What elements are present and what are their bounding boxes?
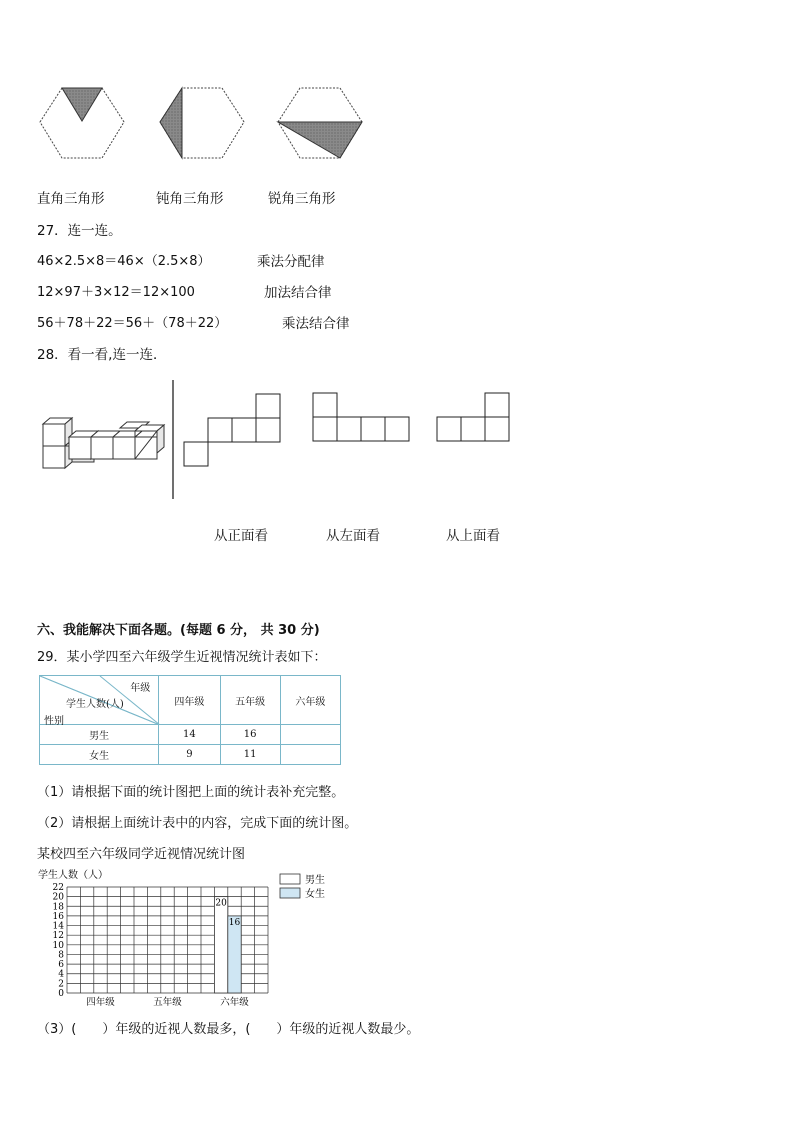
q29-sub2: （2）请根据上面统计表中的内容，完成下面的统计图。 xyxy=(37,816,358,831)
col-grade5: 五年级 xyxy=(220,676,280,725)
q27-law-3: 乘法结合律 xyxy=(282,316,350,332)
legend-swatch-girls xyxy=(280,888,300,898)
q27-expr-3: 56＋78＋22＝56＋（78＋22） xyxy=(37,316,228,331)
y-tick-label: 14 xyxy=(52,921,64,932)
q27-expr-1: 46×2.5×8＝46×（2.5×8） xyxy=(37,254,211,269)
view-label-front: 从正面看 xyxy=(214,528,268,544)
chart-yticks xyxy=(53,883,65,999)
cell-girls-4: 9 xyxy=(159,745,220,765)
y-tick-label: 10 xyxy=(52,940,64,951)
header-gender: 性别 xyxy=(44,716,64,727)
y-tick-label: 22 xyxy=(52,883,64,893)
view-figure-2 xyxy=(313,393,409,441)
chart-bars xyxy=(214,897,241,993)
legend-label-boys: 男生 xyxy=(305,875,325,886)
hexagon-shapes xyxy=(36,84,366,164)
hexagon-right-triangle xyxy=(40,88,124,158)
cube-stack-3d xyxy=(43,418,164,468)
header-grade: 年级 xyxy=(130,683,151,694)
shape-label-right: 直角三角形 xyxy=(37,191,105,207)
view-figure-3 xyxy=(437,393,509,441)
cell-girls-5: 11 xyxy=(220,745,280,765)
x-tick-label: 五年级 xyxy=(153,997,182,1008)
bar-data-label: 16 xyxy=(228,917,241,928)
x-tick-label: 四年级 xyxy=(86,997,115,1008)
q27-title: 27．连一连。 xyxy=(37,223,122,239)
q29-sub1: （1）请根据下面的统计图把上面的统计表补充完整。 xyxy=(37,785,345,800)
chart-ylabel: 学生人数（人） xyxy=(38,870,108,881)
bar-boys xyxy=(214,897,227,993)
y-tick-label: 0 xyxy=(58,989,64,999)
hexagon-acute-triangle xyxy=(278,88,362,158)
section6-title: 六、我能解决下面各题。(每题 6 分， 共 30 分) xyxy=(37,623,320,638)
cell-boys-4: 14 xyxy=(159,725,220,745)
y-tick-label: 6 xyxy=(58,960,64,971)
table-row xyxy=(40,725,341,745)
hexagon-obtuse-triangle xyxy=(160,88,244,158)
row-label-girls: 女生 xyxy=(40,745,159,765)
view-label-left: 从左面看 xyxy=(326,528,380,544)
row-label-boys: 男生 xyxy=(40,725,159,745)
y-tick-label: 18 xyxy=(52,902,64,913)
y-tick-label: 2 xyxy=(58,979,64,990)
x-tick-label: 六年级 xyxy=(220,997,249,1008)
table-row xyxy=(40,745,341,765)
bar-data-label: 20 xyxy=(215,898,227,909)
q27-law-1: 乘法分配律 xyxy=(257,254,325,270)
bar-chart xyxy=(30,866,350,1014)
chart-legend xyxy=(280,873,325,900)
y-tick-label: 20 xyxy=(52,892,64,903)
cell-girls-6[interactable] xyxy=(280,745,340,765)
col-grade6: 六年级 xyxy=(280,676,340,725)
cell-boys-6[interactable] xyxy=(280,725,340,745)
shape-label-acute: 锐角三角形 xyxy=(268,191,336,207)
table-header-corner xyxy=(40,676,159,725)
y-tick-label: 4 xyxy=(58,969,64,980)
view-figure-1 xyxy=(184,394,280,466)
y-tick-label: 8 xyxy=(58,950,64,961)
y-tick-label: 12 xyxy=(52,931,64,942)
col-grade4: 四年级 xyxy=(159,676,220,725)
q29-title: 29．某小学四至六年级学生近视情况统计表如下： xyxy=(37,650,327,665)
legend-label-girls: 女生 xyxy=(305,889,325,900)
q29-sub3: （3）( ）年级的近视人数最多，( ）年级的近视人数最少。 xyxy=(37,1022,420,1037)
stat-table xyxy=(39,675,341,765)
y-tick-label: 16 xyxy=(52,911,64,922)
cell-boys-5: 16 xyxy=(220,725,280,745)
shape-label-obtuse: 钝角三角形 xyxy=(156,191,224,207)
chart-title: 某校四至六年级同学近视情况统计图 xyxy=(37,847,246,862)
legend-swatch-boys xyxy=(280,874,300,884)
chart-xticks xyxy=(86,996,249,1008)
header-people: 学生人数(人) xyxy=(66,699,124,710)
cube-figures xyxy=(36,378,516,503)
q28-title: 28．看一看,连一连． xyxy=(37,347,167,363)
q27-law-2: 加法结合律 xyxy=(264,285,332,301)
q27-expr-2: 12×97＋3×12＝12×100 xyxy=(37,285,195,300)
view-label-top: 从上面看 xyxy=(446,528,500,544)
